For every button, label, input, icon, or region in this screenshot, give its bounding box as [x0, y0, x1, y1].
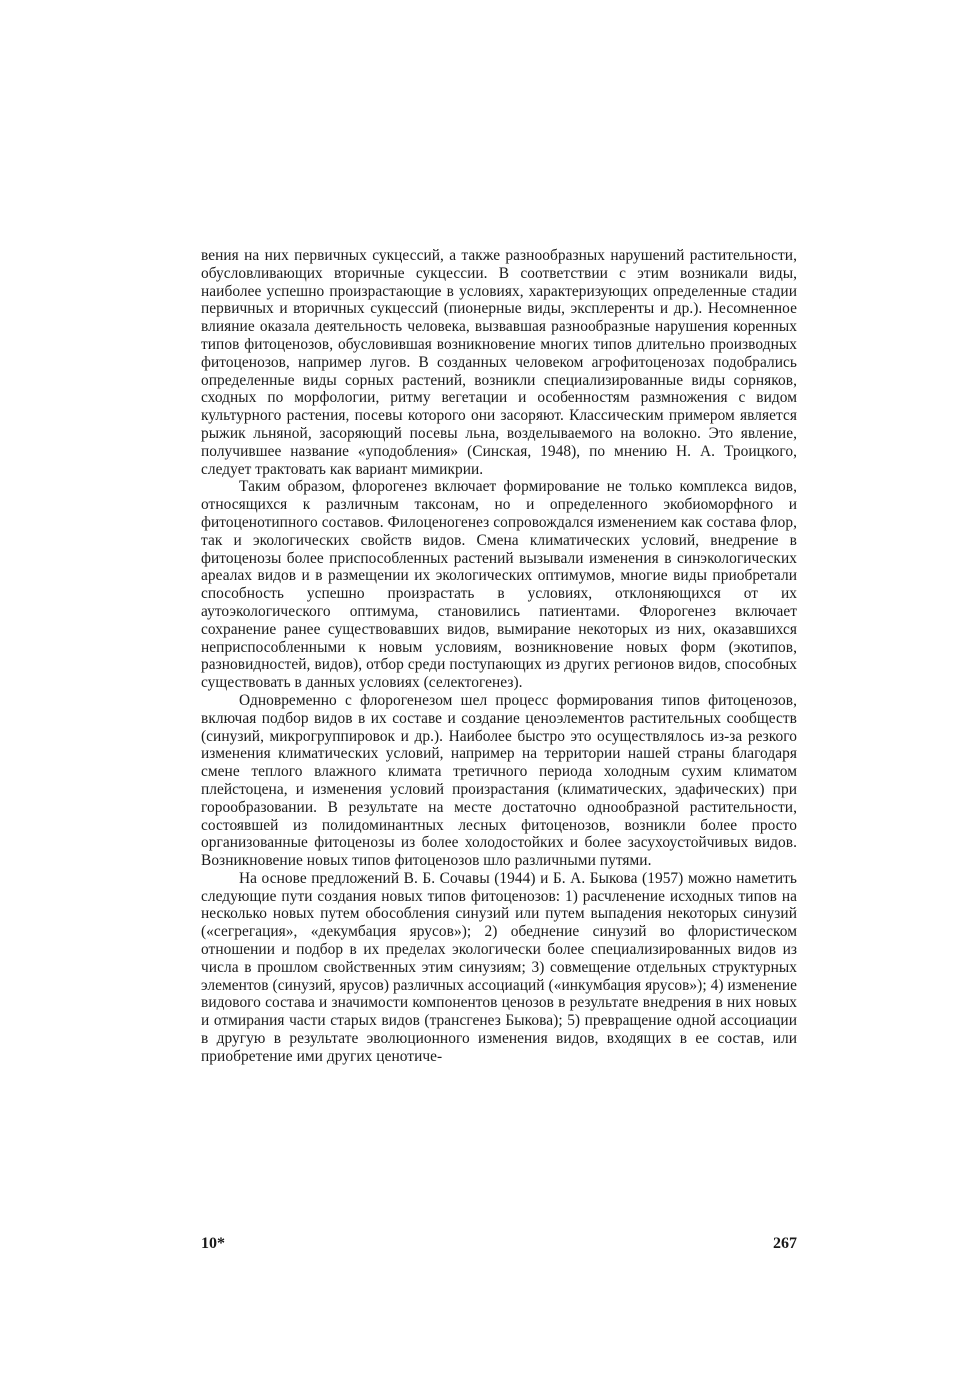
paragraph-1: вения на них первичных сукцессий, а также разнообразных нарушений растительности, обусловливающих вторичные сукцессии. В соответствии с этим возникали виды, наиболее успешно произрастающие в условиях, характеризующих определенные стадии первичных и вторичных сукцессий (пионерные виды, эксплеренты и др.). Несомненное влияние оказала деятельность человека, вызвавшая разнообразные нарушения коренных типов фитоценозов, обусловившая возникновение многих типов длительно производных фитоценозов, например лугов. В созданных человеком агрофитоценозах подобрались определенные виды сорных растений, возникли специализированные виды сорняков, сходных по морфологии, ритму вегетации и особенностям размножения с видом культурного растения, посевы которого они засоряют. Классическим примером является рыжик льняной, засоряющий посевы льна, возделываемого на волокно. Это явление, получившее название «уподобления» (Синская, 1948), по мнению Н. А. Троицкого, следует трактовать как вариант мимикрии. — [201, 247, 797, 478]
paragraph-3: Одновременно с флорогенезом шел процесс формирования типов фитоценозов, включая подбор видов в их составе и создание ценоэлементов растительных сообществ (синузий, микрогруппировок и др.). Наиболее быстро это осуществлялось из-за резкого изменения климатических условий, например на территории нашей страны благодаря смене теплого влажного климата третичного периода холодным сухим климатом плейстоцена, и изменения условий произрастания (климатических, эдафических) при горообразовании. В результате на месте достаточно однообразной растительности, состоявшей из полидоминантных лесных фитоценозов, возникли более просто организованные фитоценозы из более холодостойких и более засухоустойчивых видов. Возникновение новых типов фитоценозов шло различными путями. — [201, 691, 797, 870]
paragraph-2: Таким образом, флорогенез включает формирование не только комплекса видов, относящихся к различным таксонам, но и определенного экобиоморфного и фитоценотипного составов. Филоценогенез сопровождался изменением как состава флор, так и экологических свойств видов. Смена климатических условий, внедрение в фитоценозы более приспособленных растений вызывали изменения в синэкологических ареалах видов и в размещении их экологических оптимумов, многие виды приобретали способность успешно произрастать в условиях, отклоняющихся от их аутоэкологического оптимума, становились патиентами. Флорогенез включает сохранение ранее существовавших видов, вымирание некоторых из них, оказавшихся неприспособленными к новым условиям, возникновение новых форм (экотипов, разновидностей, видов), отбор среди поступающих из других регионов видов, способных существовать в данных условиях (селектогенез). — [201, 478, 797, 692]
page-footer — [201, 1235, 797, 1253]
paragraph-4: На основе предложений В. Б. Сочавы (1944) и Б. А. Быкова (1957) можно наметить следующие пути создания новых типов фитоценозов: 1) расчленение исходных типов на несколько новых путем обособления синузий или путем выпадения некоторых синузий («сегрегация», «декумбация ярусов»); 2) обеднение синузий во флористическом отношении и подбор в их пределах экологически более специализированных видов из числа в прошлом свойственных этим синузиям; 3) совмещение отдельных структурных элементов (синузий, ярусов) различных ассоциаций («инкумбация ярусов»); 4) изменение видового состава и значимости компонентов ценозов в результате внедрения в них новых и отмирания части старых видов (трансгенез Быкова); 5) превращение одной ассоциации в другую в результате эволюционного изменения видов, входящих в ее состав, или приобретение ими других ценотиче- — [201, 869, 797, 1065]
signature-mark: 10* — [201, 1235, 225, 1252]
page-number: 267 — [773, 1235, 797, 1252]
body-text — [201, 247, 797, 1066]
